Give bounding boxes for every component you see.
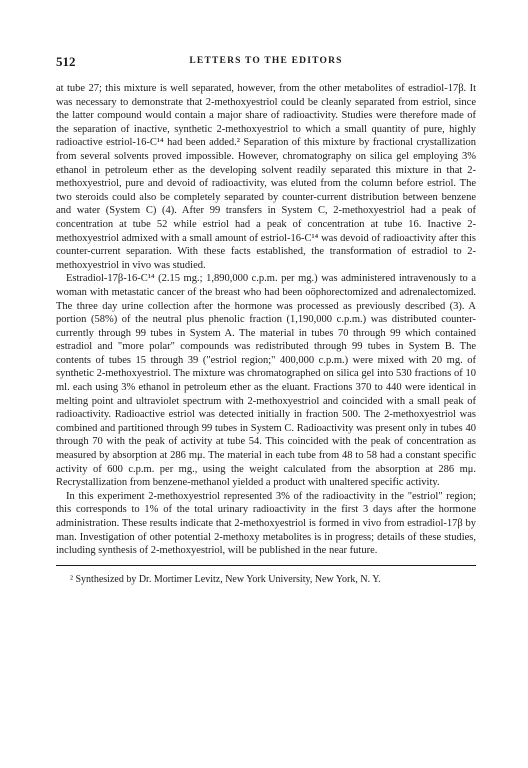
footnote: ² Synthesized by Dr. Mortimer Levitz, New York University, New York, N. Y. [70,573,381,585]
running-head: LETTERS TO THE EDITORS [189,56,343,66]
journal-page [56,54,476,586]
paragraph: In this experiment 2-methoxyestriol represented 3% of the radioactivity in the "estriol" region; this corresponds to 1% of the total urinary radioactivity in the first 3 days after the hormone administration. These results indicate that 2-methoxyestriol is formed in vivo from estradiol-17β by man. Investigation of other potential 2-methoxy metabolites is in progress; details of these studies, including synthesis of 2-methoxyestriol, will be published in the near future. [56,490,476,557]
page-number: 512 [56,54,76,69]
footnote-divider [56,565,476,566]
page-header [56,54,476,72]
paragraph: Estradiol-17β-16-C¹⁴ (2.15 mg.; 1,890,000 c.p.m. per mg.) was administered intravenously to a woman with metastatic cancer of the breast who had been oöphorectomized and adrenalectomized. The three day urine collection after the hormone was processed as previously described (3). A portion (58%) of the neutral plus phenolic fraction (1,190,000 c.p.m.) was distributed counter-currently through 99 tubes in System A. The material in tubes 70 through 99 which contained estradiol and "more polar" compounds was redistributed through 99 tubes in System B. The contents of tubes 15 through 39 ("estriol region;" 400,000 c.p.m.) were mixed with 20 mg. of synthetic 2-methoxyestriol. The mixture was chromatographed on silica gel into 530 fractions of 10 ml. each using 3% ethanol in petroleum ether as the eluant. Fractions 370 to 440 were identical in melting point and ultraviolet spectrum with 2-methoxyestriol and coincided with a small peak of radioactivity. Radioactive estriol was detected initially in fraction 500. The 2-methoxyestriol was combined and partitioned through 99 tubes in System C. Radioactivity was present only in tubes 40 through 70 with the peak of activity at tube 54. This coincided with the peak of concentration as measured by absorption at 286 mμ. The material in each tube from 48 to 58 had a constant specific activity of 600 c.p.m. per mg., using the weight calculated from the absorption at 286 mμ. Recrystallization from benzene-methanol yielded a product with unaltered specific activity. [56,273,476,489]
paragraph: at tube 27; this mixture is well separated, however, from the other metabolites of estradiol-17β. It was necessary to demonstrate that 2-methoxyestriol could be cleanly separated from estriol, since the latter compound would contain a major share of radioactivity. Studies were therefore made of the separation of inactive, synthetic 2-methoxyestriol to which a small quantity of pure, highly radioactive estriol-16-C¹⁴ had been added.² Separation of this mixture by fractional crystallization from several solvents proved impossible. However, chromatography on silica gel employing 3% ethanol in petroleum ether as the developing solvent readily separated this mixture in that 2-methoxyestriol, pure and devoid of radioactivity, was eluted from the column before estriol. The two steroids could also be completely separated by counter-current distribution between benzene and water (System C) (4). After 99 transfers in System C, 2-methoxyestriol had a peak of concentration at tube 52 while estriol had a peak of concentration at tube 16. Inactive 2-methoxyestriol admixed with a small amount of estriol-16-C¹⁴ was devoid of radioactivity after this counter-current separation. With these facts established, the transformation of estradiol to 2-methoxyestriol in vivo was studied. [56,83,476,271]
article-body [56,82,476,558]
